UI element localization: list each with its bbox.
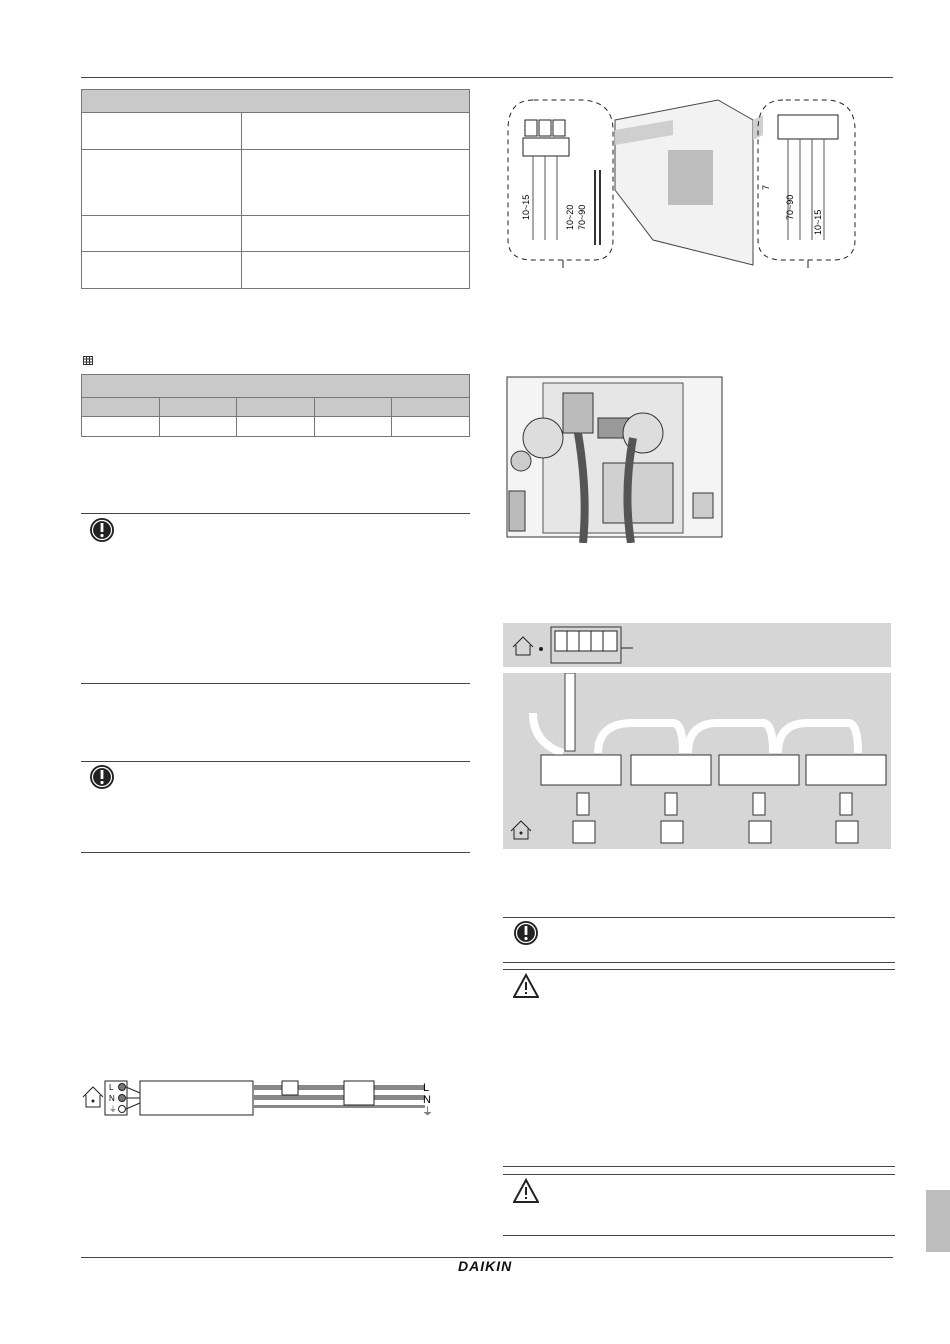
warning-icon	[513, 973, 539, 999]
table-cell	[314, 417, 392, 437]
notice-rule	[81, 683, 470, 684]
table-cell	[159, 398, 237, 417]
warning-rule	[503, 1166, 895, 1167]
system-panel-bottom-content	[503, 673, 891, 849]
power-wiring-diagram	[80, 1075, 440, 1125]
table-cell	[82, 398, 160, 417]
table-cell	[242, 113, 470, 150]
table-cell	[392, 417, 470, 437]
table-cell	[82, 252, 242, 289]
warning-icon	[513, 1178, 539, 1204]
dim-mid-b: 70~90	[577, 204, 587, 230]
notice-rule	[503, 917, 895, 918]
table-cell	[237, 398, 315, 417]
table-cell	[242, 150, 470, 216]
brand-logo: DAIKIN	[458, 1258, 513, 1274]
warning-rule	[503, 1174, 895, 1175]
unit-interior-diagram	[503, 373, 728, 543]
notice-icon	[89, 517, 115, 543]
table-cell	[82, 216, 242, 252]
dim-mid-a: 10~20	[565, 204, 575, 230]
notice-rule	[81, 852, 470, 853]
dim-left: 10~15	[521, 194, 531, 220]
label-L: L	[423, 1082, 430, 1094]
spec-table-2	[81, 374, 470, 437]
spec-table-2-header	[82, 375, 470, 398]
notice-rule	[503, 962, 895, 963]
dim-right-c: 10~15	[813, 209, 823, 235]
notice-rule	[81, 761, 470, 762]
label-N: N	[423, 1094, 431, 1106]
chapter-tab	[926, 1190, 950, 1252]
notice-icon	[513, 920, 539, 946]
svg-text:N: N	[109, 1094, 115, 1103]
label-earth: ⏚	[422, 1106, 433, 1118]
table-cell	[242, 216, 470, 252]
spec-table-1	[81, 89, 470, 289]
cable-strip-diagram	[503, 90, 863, 270]
notice-rule	[81, 513, 470, 514]
notice-icon	[89, 764, 115, 790]
system-panel-top-content	[503, 623, 891, 667]
house-dot	[92, 1100, 95, 1103]
header-rule	[81, 77, 893, 78]
table-icon	[83, 356, 93, 365]
table-cell	[392, 398, 470, 417]
dim-right-b: 70~90	[785, 194, 795, 220]
warning-rule	[503, 1235, 895, 1236]
warning-rule	[503, 969, 895, 970]
table-cell	[159, 417, 237, 437]
dim-right-a: 7	[761, 184, 771, 190]
svg-text:L: L	[109, 1083, 114, 1092]
svg-text:⏚: ⏚	[109, 1105, 117, 1114]
table-cell	[314, 398, 392, 417]
table-cell	[82, 417, 160, 437]
table-cell	[82, 113, 242, 150]
table-cell	[237, 417, 315, 437]
table-cell	[82, 150, 242, 216]
table-cell	[242, 252, 470, 289]
spec-table-1-header	[82, 90, 470, 113]
